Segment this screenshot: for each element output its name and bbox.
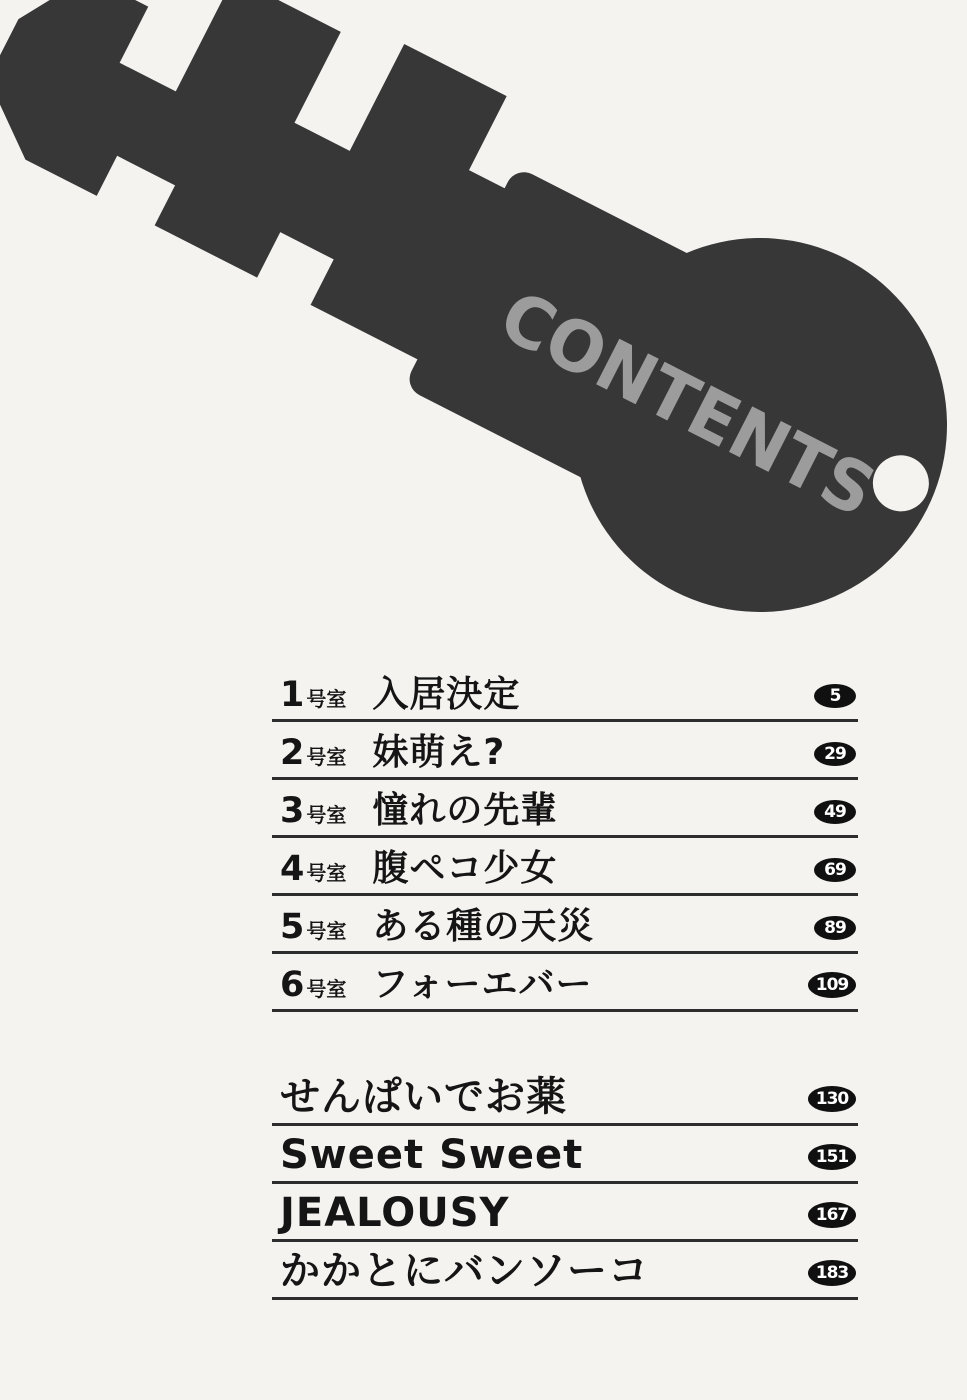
- page-number-badge: 151: [808, 1144, 856, 1170]
- page-number-badge: 29: [814, 742, 856, 766]
- page-number-badge: 167: [808, 1202, 856, 1228]
- extra-title: かかとにバンソーコ: [280, 1248, 649, 1294]
- room-number: 2: [280, 733, 305, 773]
- chapter-title: 妹萌え?: [372, 732, 506, 773]
- chapter-title: 入居決定: [372, 674, 521, 715]
- page-number-badge: 183: [808, 1260, 856, 1286]
- room-number: 3: [280, 791, 305, 831]
- extra-heading: [280, 1074, 567, 1120]
- chapter-row-1: [272, 664, 858, 722]
- chapter-heading: [280, 906, 595, 947]
- extra-row-3: [272, 1184, 858, 1242]
- chapter-row-5: [272, 896, 858, 954]
- extra-title: せんぱいでお薬: [280, 1074, 567, 1120]
- extra-heading: [280, 1132, 584, 1178]
- room-suffix: 号室: [306, 803, 347, 827]
- extra-row-4: [272, 1242, 858, 1300]
- room-suffix: 号室: [306, 977, 347, 1001]
- chapter-title: 腹ペコ少女: [372, 848, 558, 889]
- chapter-heading: [280, 964, 593, 1005]
- room-number: 5: [280, 907, 305, 947]
- chapter-heading: [280, 848, 558, 889]
- extra-title: JEALOUSY: [280, 1190, 510, 1236]
- page-number-badge: 109: [808, 972, 856, 998]
- chapter-row-2: [272, 722, 858, 780]
- extra-title: Sweet Sweet: [280, 1132, 584, 1178]
- room-suffix: 号室: [306, 745, 347, 769]
- extra-heading: [280, 1248, 649, 1294]
- room-number: 1: [280, 675, 305, 715]
- page-number-badge: 5: [814, 684, 856, 708]
- page-number-badge: 49: [814, 800, 856, 824]
- room-number: 4: [280, 849, 305, 889]
- room-suffix: 号室: [306, 861, 347, 885]
- chapter-heading: [280, 674, 521, 715]
- room-suffix: 号室: [306, 919, 347, 943]
- page-number-badge: 69: [814, 858, 856, 882]
- page-number-badge: 89: [814, 916, 856, 940]
- extras-list: [272, 1068, 858, 1300]
- chapter-heading: [280, 790, 558, 831]
- extra-row-2: [272, 1126, 858, 1184]
- extra-heading: [280, 1190, 510, 1236]
- chapter-row-6: [272, 954, 858, 1012]
- room-number: 6: [280, 965, 305, 1005]
- contents-title: CONTENTS: [487, 274, 901, 540]
- chapter-row-3: [272, 780, 858, 838]
- chapter-title: ある種の天災: [372, 906, 595, 947]
- chapter-title: フォーエバー: [372, 964, 593, 1005]
- chapter-title: 憧れの先輩: [372, 790, 558, 831]
- page-number-badge: 130: [808, 1086, 856, 1112]
- room-suffix: 号室: [306, 687, 347, 711]
- chapter-list: [272, 664, 858, 1012]
- chapter-heading: [280, 732, 506, 773]
- chapter-row-4: [272, 838, 858, 896]
- key-illustration: [0, 0, 967, 660]
- extra-row-1: [272, 1068, 858, 1126]
